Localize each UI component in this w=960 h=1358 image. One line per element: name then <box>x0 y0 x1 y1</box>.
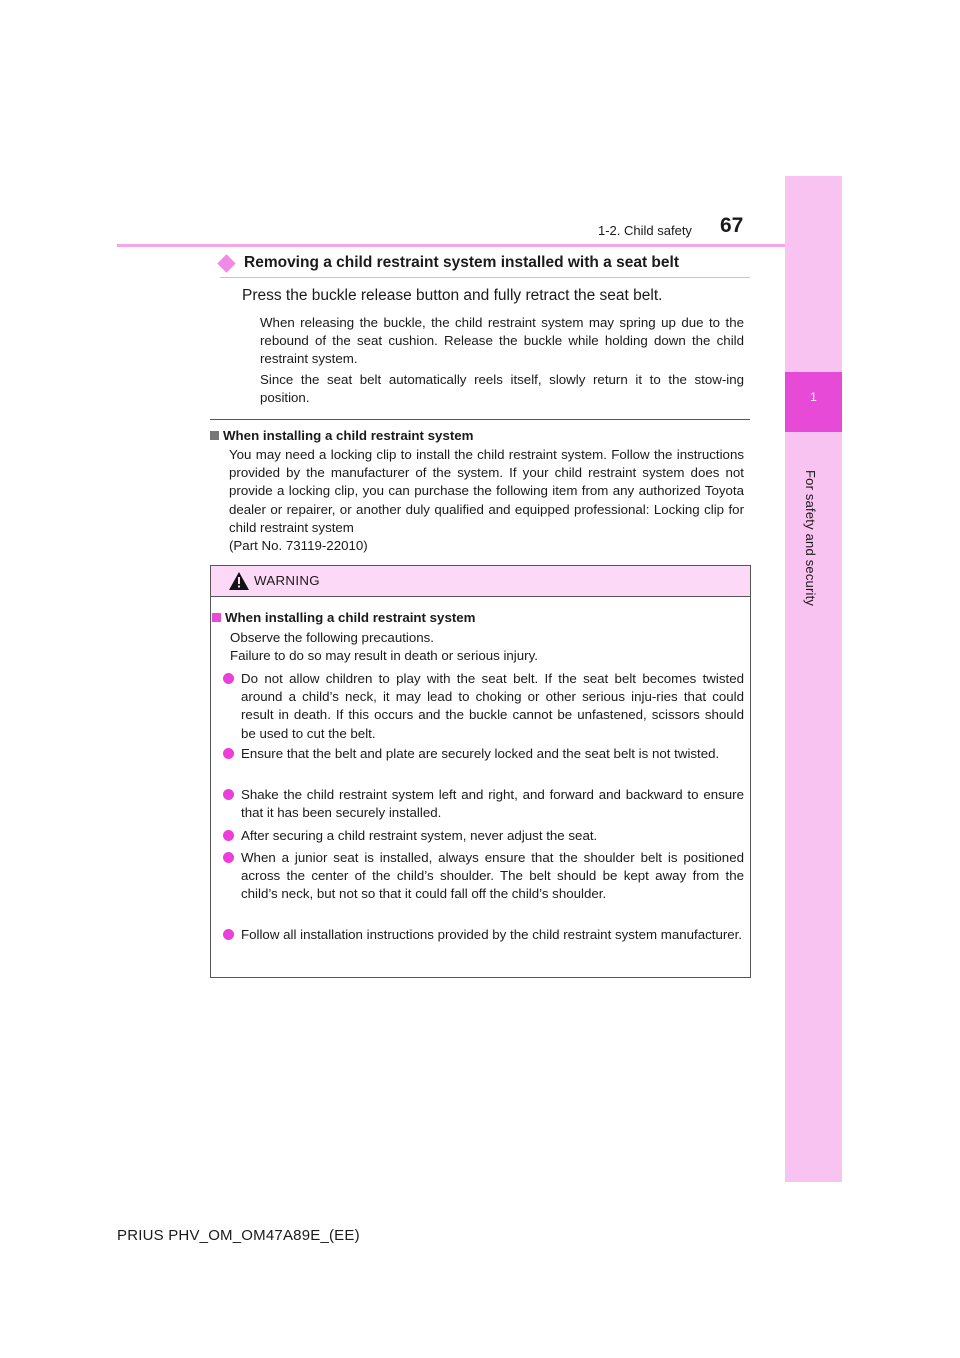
document-id: PRIUS PHV_OM_OM47A89E_(EE) <box>117 1227 360 1244</box>
warning-heading <box>211 610 476 625</box>
dot-bullet-icon <box>223 929 234 940</box>
square-bullet-icon <box>212 613 221 622</box>
header-divider <box>117 244 785 247</box>
warning-bullet-text: Ensure that the belt and plate are securely locked and the seat belt is not twisted. <box>241 746 720 761</box>
dot-bullet-icon <box>223 673 234 684</box>
sub-heading <box>220 253 750 278</box>
section-divider <box>210 419 750 420</box>
info-body <box>229 446 744 555</box>
info-heading-text: When installing a child restraint system <box>223 428 474 443</box>
warning-intro <box>230 629 538 665</box>
warning-intro-line: Failure to do so may result in death or serious injury. <box>230 648 538 664</box>
square-bullet-icon <box>210 431 219 440</box>
dot-bullet-icon <box>223 830 234 841</box>
info-paragraph: You may need a locking clip to install the child restraint system. Follow the instructions provided by the manufacturer of the system. If your child restraint system does not provide a locking clip, you can purchase the following item from any authorized Toyota dealer or repairer, or another duly qualified and equipped professional: Locking clip for child restraint system <box>229 447 744 535</box>
warning-bullet-text: Shake the child restraint system left and right, and forward and backward to ensure that it has been securely installed. <box>241 787 744 821</box>
chapter-title: For safety and security <box>803 470 818 607</box>
chapter-number: 1 <box>810 390 817 404</box>
info-heading <box>210 428 474 443</box>
warning-box <box>210 565 751 978</box>
dot-bullet-icon <box>223 748 234 759</box>
warning-heading-text: When installing a child restraint system <box>225 610 476 625</box>
warning-triangle-icon <box>229 572 249 590</box>
chapter-side-tab <box>785 176 842 1182</box>
diamond-icon <box>217 254 235 272</box>
instruction-text: Press the buckle release button and fully retract the seat belt. <box>242 287 663 304</box>
warning-title-bar <box>211 566 750 597</box>
warning-intro-line: Observe the following precautions. <box>230 630 434 645</box>
warning-bullet-text: After securing a child restraint system, never adjust the seat. <box>241 828 598 843</box>
dot-bullet-icon <box>223 852 234 863</box>
page-number: 67 <box>720 214 744 237</box>
warning-bullet-text: When a junior seat is installed, always ensure that the shoulder belt is positioned across the center of the child’s shoulder. The belt should be kept away from the child’s neck, but not so that it could fall off the child’s shoulder. <box>241 850 744 902</box>
dot-bullet-icon <box>223 789 234 800</box>
info-part-number: (Part No. 73119-22010) <box>229 538 368 554</box>
section-breadcrumb: 1-2. Child safety <box>598 223 692 238</box>
warning-title: WARNING <box>254 573 320 588</box>
note-paragraph: Since the seat belt automatically reels itself, slowly return it to the stow-ing position. <box>260 372 744 405</box>
note-paragraph: When releasing the buckle, the child restraint system may spring up due to the rebound of the seat cushion. Release the buckle while holding down the child restraint system. <box>260 315 744 366</box>
warning-bullet-text: Follow all installation instructions provided by the child restraint system manufacturer. <box>241 927 743 942</box>
warning-bullet-text: Do not allow children to play with the seat belt. If the seat belt becomes twisted around a child’s neck, it may lead to choking or other serious inju-ries that could result in death. If this occurs and the buckle cannot be unfastened, scissors should be used to cut the belt. <box>241 671 744 741</box>
sub-heading-text: Removing a child restraint system installed with a seat belt <box>244 254 679 271</box>
